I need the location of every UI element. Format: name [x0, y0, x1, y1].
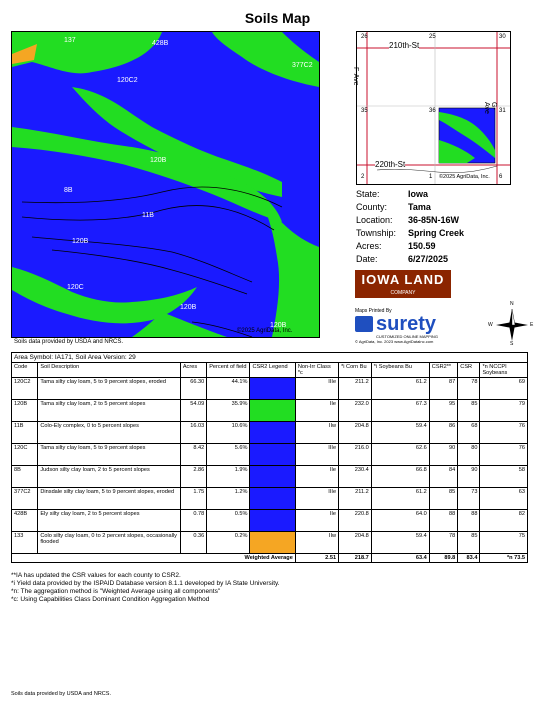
map-label: 120B: [180, 304, 197, 311]
soybean-yield: 67.3: [371, 400, 429, 422]
soil-acres: 0.36: [180, 532, 206, 554]
corn-yield: 204.8: [339, 422, 372, 444]
soybean-yield: 59.4: [371, 532, 429, 554]
footnotes: [11, 572, 280, 604]
soil-percent: 10.6%: [207, 422, 250, 444]
corn-yield: 220.8: [339, 510, 372, 532]
weighted-label: Weighted Average: [12, 554, 296, 563]
map-label: 8B: [64, 187, 73, 194]
column-header: *n NCCPI Soybeans: [480, 363, 528, 378]
nccpi-value: 76: [480, 422, 528, 444]
info-value: 36-85N-16W: [408, 215, 460, 225]
section-number: 36: [429, 108, 436, 114]
section-number: 30: [499, 34, 506, 40]
weighted-nccpi: *n 73.5: [480, 554, 528, 563]
column-header: Soil Description: [38, 363, 180, 378]
soil-description: Colo-Ely complex, 0 to 5 percent slopes: [38, 422, 180, 444]
column-header: CSR2**: [429, 363, 457, 378]
csr2-legend-swatch: [250, 378, 295, 400]
soil-percent: 0.2%: [207, 532, 250, 554]
soil-class: IIw: [295, 422, 338, 444]
logo-line2: COMPANY: [390, 290, 416, 296]
soil-acres: 1.75: [180, 488, 206, 510]
area-symbol-row: [12, 353, 528, 363]
csr2-value: 84: [429, 466, 457, 488]
soil-class: IIw: [295, 532, 338, 554]
section-number: 26: [361, 34, 368, 40]
csr2-legend-swatch: [250, 444, 295, 466]
footnote: *c: Using Capabilities Class Dominant Condition Aggregation Method: [11, 596, 210, 603]
compass-s: S: [510, 341, 514, 347]
compass-graphic: [492, 305, 532, 345]
soil-table: [11, 352, 528, 563]
csr-value: 80: [458, 444, 480, 466]
table-row: [12, 444, 528, 466]
soil-acres: 2.86: [180, 466, 206, 488]
csr2-legend-swatch: [250, 510, 295, 532]
compass-w: W: [488, 322, 493, 328]
logo-line1: IOWA LAND: [361, 272, 445, 287]
soil-code: 120B: [12, 400, 38, 422]
section-number: 6: [499, 174, 503, 180]
soil-code: 428B: [12, 510, 38, 532]
soybean-yield: 61.2: [371, 488, 429, 510]
soils-map-graphic: [12, 32, 319, 337]
location-map[interactable]: [352, 31, 511, 185]
iowa-land-logo: [355, 270, 451, 298]
table-row: [12, 510, 528, 532]
column-header: Non-Irr Class *c: [295, 363, 338, 378]
soil-class: IIe: [295, 400, 338, 422]
soil-acres: 66.30: [180, 378, 206, 400]
table-row: [12, 466, 528, 488]
csr-value: 88: [458, 510, 480, 532]
soil-class: IIe: [295, 466, 338, 488]
column-header: CSR2 Legend: [250, 363, 295, 378]
info-label: Location:: [356, 215, 393, 225]
soil-percent: 0.5%: [207, 510, 250, 532]
info-value: Spring Creek: [408, 228, 465, 238]
area-symbol: Area Symbol: IA171, Soil Area Version: 29: [12, 353, 528, 363]
info-value: Iowa: [408, 189, 429, 199]
section-number: 35: [361, 108, 368, 114]
column-header: Code: [12, 363, 38, 378]
road-label: 210th-St: [389, 41, 420, 50]
column-header: Percent of field: [207, 363, 250, 378]
map-label: 120B: [270, 322, 287, 329]
footnote: **IA has updated the CSR values for each county to CSR2.: [11, 572, 181, 579]
map-label: 137: [64, 37, 76, 44]
weighted-average-row: [12, 554, 528, 563]
corn-yield: 211.2: [339, 378, 372, 400]
nccpi-value: 79: [480, 400, 528, 422]
soil-code: 8B: [12, 466, 38, 488]
bottom-credit: Soils data provided by USDA and NRCS.: [11, 691, 111, 697]
info-value: Tama: [408, 202, 431, 212]
soil-description: Colo silty clay loam, 0 to 2 percent slopes, occasionally flooded: [38, 532, 180, 554]
soil-code: 120C2: [12, 378, 38, 400]
csr2-legend-swatch: [250, 400, 295, 422]
csr2-value: 78: [429, 532, 457, 554]
info-row: [356, 227, 464, 240]
corn-yield: 216.0: [339, 444, 372, 466]
soil-code: 377C2: [12, 488, 38, 510]
soybean-yield: 62.6: [371, 444, 429, 466]
corn-yield: 204.8: [339, 532, 372, 554]
map-label: 120B: [72, 238, 89, 245]
column-header: *i Soybeans Bu: [371, 363, 429, 378]
csr2-value: 87: [429, 378, 457, 400]
csr2-legend-swatch: [250, 532, 295, 554]
soil-percent: 1.2%: [207, 488, 250, 510]
nccpi-value: 82: [480, 510, 528, 532]
map-label: 120C: [67, 284, 84, 291]
soil-percent: 44.1%: [207, 378, 250, 400]
surety-shield-icon: [355, 316, 373, 332]
soil-code: 11B: [12, 422, 38, 444]
surety-logo: [355, 308, 480, 342]
table-row: [12, 378, 528, 400]
map-copyright: ©2025 AgriData, Inc.: [237, 328, 293, 334]
nccpi-value: 63: [480, 488, 528, 510]
soil-class: IIIe: [295, 488, 338, 510]
soil-description: Tama silty clay loam, 5 to 9 percent slopes, eroded: [38, 378, 180, 400]
map-label: 11B: [142, 212, 154, 219]
maps-printed-by: Maps Printed By: [355, 308, 392, 314]
csr2-value: 88: [429, 510, 457, 532]
weighted-corn: 218.7: [339, 554, 372, 563]
table-row: [12, 422, 528, 444]
map-credit: Soils data provided by USDA and NRCS.: [14, 339, 124, 345]
page-title: Soils Map: [244, 10, 311, 26]
soil-code: 120C: [12, 444, 38, 466]
csr-value: 90: [458, 466, 480, 488]
surety-footer: © AgriData, Inc. 2023 www.AgriDataInc.com: [355, 339, 434, 344]
compass-e: E: [530, 322, 534, 328]
footnote: *n: The aggregation method is "Weighted Average using all components": [11, 588, 221, 595]
soybean-yield: 61.2: [371, 378, 429, 400]
surety-name: surety: [376, 313, 437, 335]
road-label: G-Ave: [483, 102, 497, 114]
info-value: 6/27/2025: [408, 254, 449, 264]
soil-description: Dinsdale silty clay loam, 5 to 9 percent slopes, eroded: [38, 488, 180, 510]
column-header: CSR: [458, 363, 480, 378]
soil-percent: 5.6%: [207, 444, 250, 466]
soil-code: 133: [12, 532, 38, 554]
compass-n: N: [510, 301, 514, 307]
soybean-yield: 59.4: [371, 422, 429, 444]
footnote: *i Yield data provided by the ISPAID Database version 8.1.1 developed by IA State University.: [11, 580, 280, 587]
table-header-row: [12, 363, 528, 378]
corn-yield: 211.2: [339, 488, 372, 510]
soil-acres: 0.78: [180, 510, 206, 532]
nccpi-value: 58: [480, 466, 528, 488]
soil-acres: 8.42: [180, 444, 206, 466]
info-row: [356, 188, 464, 201]
soybean-yield: 64.0: [371, 510, 429, 532]
column-header: Acres: [180, 363, 206, 378]
info-label: State:: [356, 189, 380, 199]
csr2-value: 90: [429, 444, 457, 466]
csr-value: 68: [458, 422, 480, 444]
weighted-class: 2.51: [295, 554, 338, 563]
section-number: 31: [499, 108, 506, 114]
table-row: [12, 532, 528, 554]
road-label: F-Ave: [352, 67, 359, 86]
soil-description: Ely silty clay loam, 2 to 5 percent slopes: [38, 510, 180, 532]
weighted-csr: 83.4: [458, 554, 480, 563]
section-number: 2: [361, 174, 365, 180]
soil-class: IIe: [295, 510, 338, 532]
csr-value: 73: [458, 488, 480, 510]
csr-value: 78: [458, 378, 480, 400]
map-label: 120B: [150, 157, 167, 164]
csr2-legend-swatch: [250, 488, 295, 510]
info-label: Township:: [356, 228, 397, 238]
table-row: [12, 400, 528, 422]
nccpi-value: 69: [480, 378, 528, 400]
weighted-csr2: 89.8: [429, 554, 457, 563]
corn-yield: 232.0: [339, 400, 372, 422]
section-number: 25: [429, 34, 436, 40]
corn-yield: 230.4: [339, 466, 372, 488]
column-header: *i Corn Bu: [339, 363, 372, 378]
info-label: Date:: [356, 254, 378, 264]
csr2-value: 95: [429, 400, 457, 422]
weighted-soy: 63.4: [371, 554, 429, 563]
csr-value: 85: [458, 400, 480, 422]
soil-class: IIIe: [295, 444, 338, 466]
info-value: 150.59: [408, 241, 436, 251]
soil-percent: 1.9%: [207, 466, 250, 488]
csr2-value: 86: [429, 422, 457, 444]
nccpi-value: 76: [480, 444, 528, 466]
csr2-legend-swatch: [250, 422, 295, 444]
info-label: County:: [356, 202, 388, 212]
section-number: 1: [429, 174, 433, 180]
info-row: [356, 214, 464, 227]
info-row: [356, 201, 464, 214]
soils-map[interactable]: [11, 31, 320, 338]
csr2-legend-swatch: [250, 466, 295, 488]
soil-description: Tama silty clay loam, 2 to 5 percent slopes: [38, 400, 180, 422]
surety-tagline: CUSTOMIZED ONLINE MAPPING: [376, 334, 438, 339]
soybean-yield: 66.8: [371, 466, 429, 488]
info-row: [356, 253, 464, 266]
compass-rose-icon: [488, 301, 534, 347]
map-label: 428B: [152, 40, 169, 47]
map-label: 377C2: [292, 62, 313, 69]
property-info: [356, 188, 464, 266]
road-label: 220th-St: [375, 160, 406, 169]
soil-class: IIIe: [295, 378, 338, 400]
soil-description: Tama silty clay loam, 5 to 9 percent slopes: [38, 444, 180, 466]
csr-value: 85: [458, 532, 480, 554]
soil-acres: 16.03: [180, 422, 206, 444]
nccpi-value: 75: [480, 532, 528, 554]
info-row: [356, 240, 464, 253]
table-row: [12, 488, 528, 510]
soil-description: Judson silty clay loam, 2 to 5 percent slopes: [38, 466, 180, 488]
location-copyright: ©2025 AgriData, Inc.: [439, 174, 490, 180]
soil-acres: 54.09: [180, 400, 206, 422]
map-label: 120C2: [117, 77, 138, 84]
info-label: Acres:: [356, 241, 382, 251]
soil-percent: 35.9%: [207, 400, 250, 422]
csr2-value: 85: [429, 488, 457, 510]
